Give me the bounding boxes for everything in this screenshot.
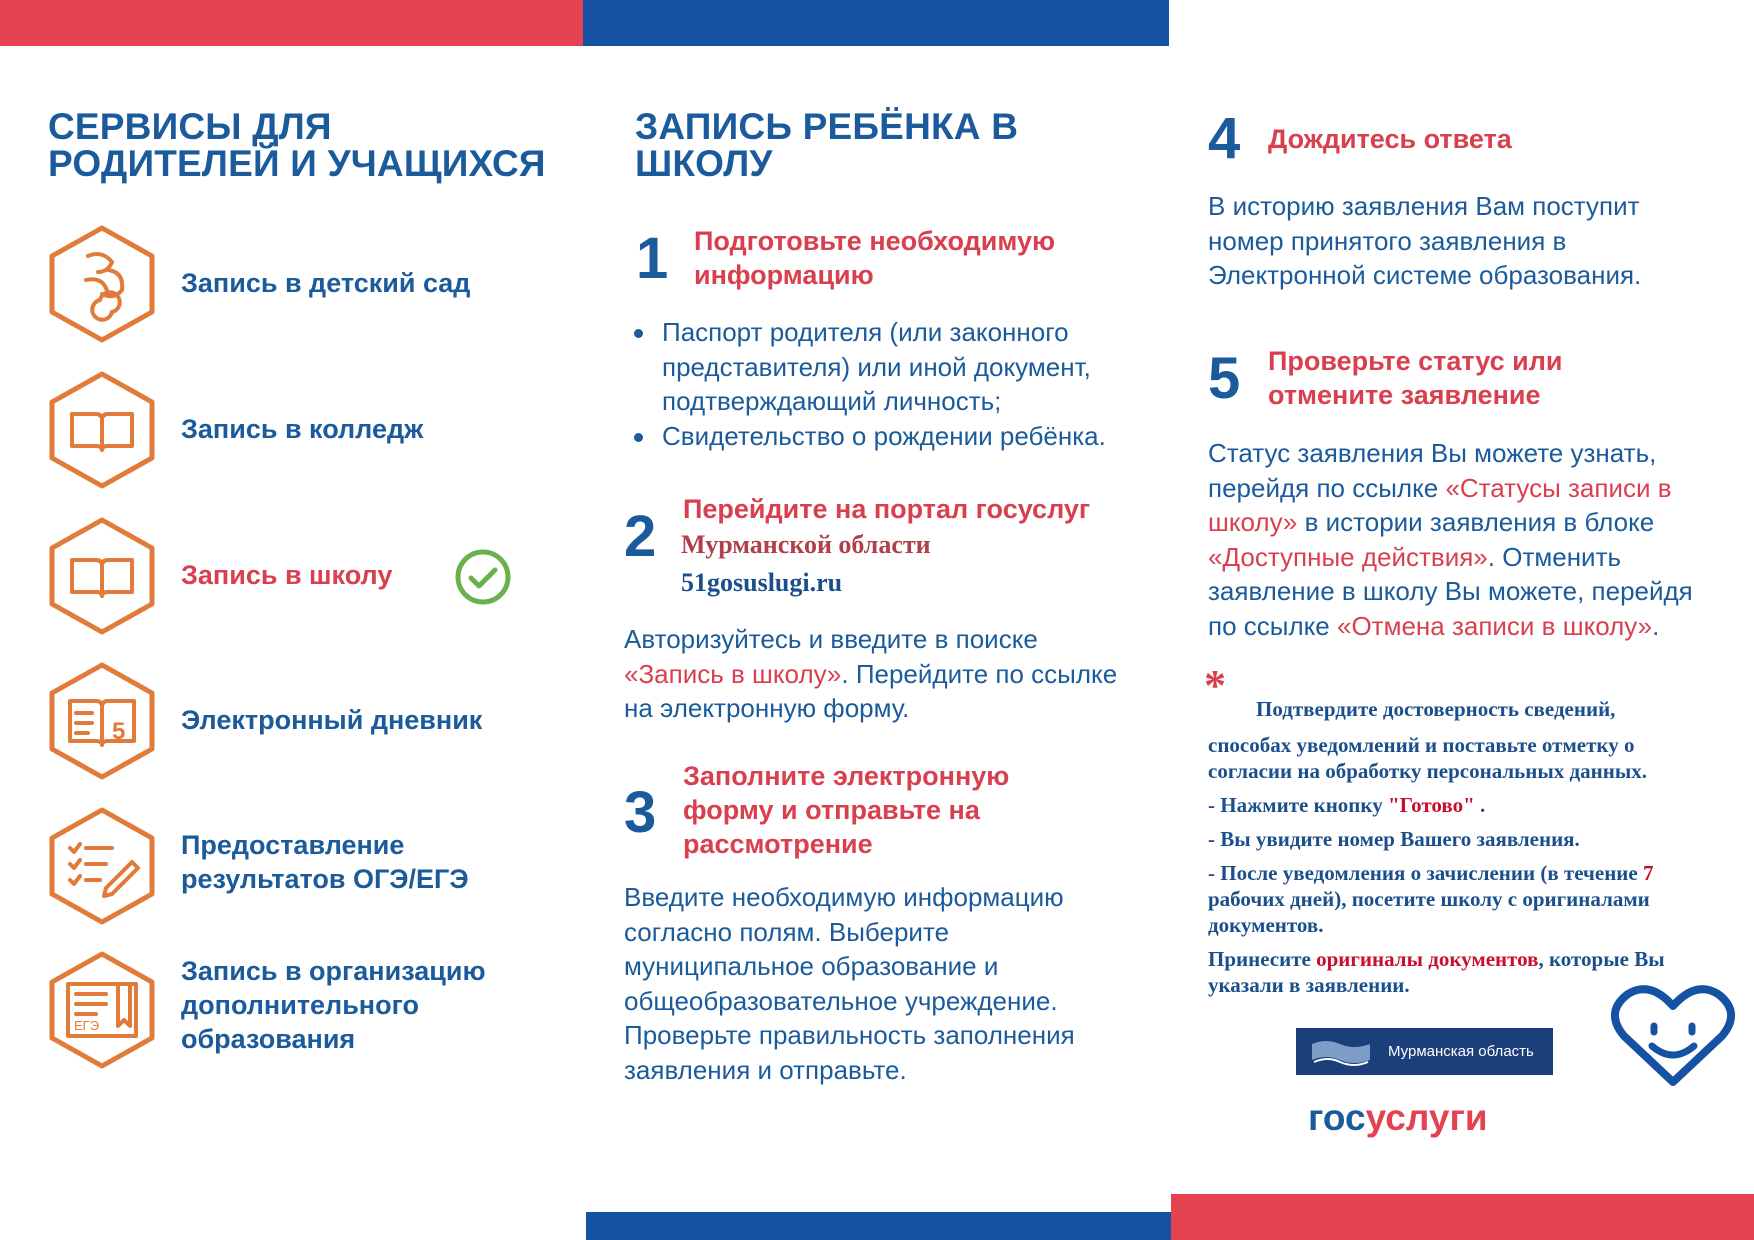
step-2-text: Авторизуйтесь и введите в поиске «Запись в школу». Перейдите по ссылке на электронную форму. — [624, 624, 1118, 723]
service-e-diary[interactable] — [46, 661, 566, 781]
service-label: Запись в детский сад — [181, 268, 471, 298]
service-college[interactable] — [46, 370, 566, 490]
step-2-number: 2 — [624, 504, 657, 569]
cert-text: ЕГЭ — [74, 1018, 100, 1033]
status-link-end[interactable]: школу» — [1208, 507, 1298, 537]
note-line: - Нажмите кнопку "Готово" . — [1208, 793, 1486, 817]
service-extra-education[interactable] — [46, 950, 566, 1070]
top-red-bar — [0, 0, 583, 46]
diary-icon — [46, 661, 158, 781]
service-label: Предоставление результатов ОГЭ/ЕГЭ — [181, 830, 469, 894]
enroll-title: ЗАПИСЬ РЕБЁНКА В ШКОЛУ — [635, 106, 1019, 184]
note-line: - Вы увидите номер Вашего заявления. — [1208, 827, 1580, 851]
service-label: Запись в организацию дополнительного образования — [181, 956, 486, 1054]
step-1-list — [632, 315, 1132, 453]
bottom-blue-bar — [586, 1212, 1171, 1240]
smiling-heart-icon — [1610, 984, 1736, 1090]
service-school[interactable] — [46, 516, 566, 636]
book-icon — [46, 370, 158, 490]
book-icon — [46, 516, 158, 636]
cancel-link[interactable]: «Отмена записи в школу» — [1336, 610, 1653, 641]
status-link[interactable]: «Статусы записи в — [1445, 472, 1672, 503]
step-4-title: Дождитесь ответа — [1268, 124, 1512, 154]
service-label: Запись в колледж — [181, 414, 424, 444]
service-kindergarten[interactable] — [46, 224, 566, 344]
service-exam-results[interactable] — [46, 806, 566, 926]
note-line: - После уведомления о зачислении (в течение 7 рабочих дней), посетите школу с оригиналами документов. — [1208, 861, 1654, 937]
step-3-text: Введите необходимую информацию согласно полям. Выберите муниципальное образование и общеобразовательное учреждение. Проверьте правильность заполнения заявления и отправьте. — [624, 882, 1075, 1085]
available-actions-link[interactable]: «Доступные действия» — [1208, 541, 1488, 572]
region-label: Мурманская область — [1388, 1043, 1534, 1060]
portal-link[interactable]: 51gosuslugi.ru — [681, 568, 843, 597]
search-query-link[interactable]: «Запись в школу» — [624, 658, 842, 689]
step-4-text: В историю заявления Вам поступит номер принятого заявления в Электронной системе образования. — [1208, 191, 1642, 290]
diary-grade: 5 — [112, 718, 126, 745]
step-1-title: Подготовьте необходимую информацию — [694, 226, 1056, 290]
pacifier-icon — [46, 224, 158, 344]
step-3-number: 3 — [624, 780, 657, 845]
step-2-title: Перейдите на портал госуслуг — [683, 494, 1091, 524]
step-5-text: Статус заявления Вы можете узнать, перейдя по ссылке «Статусы записи в школу» в истории заявления в блоке «Доступные действия». Отменить заявление в школу Вы можете, перейдя по ссылке «Отмена записи в школу». — [1208, 438, 1693, 641]
service-label: Запись в школу — [181, 560, 393, 590]
note-line: Подтвердите достоверность сведений, — [1256, 697, 1616, 721]
region-emblem-icon — [1310, 1036, 1372, 1068]
note-line: Принесите оригиналы документов, которые Вы указали в заявлении. — [1208, 947, 1665, 997]
step-3-title: Заполните электронную форму и отправьте на рассмотрение — [683, 761, 1010, 859]
certificate-icon — [46, 950, 158, 1070]
service-label: Электронный дневник — [181, 705, 483, 735]
list-item: Паспорт родителя (или законного представителя) или иной документ, подтверждающий личность; — [632, 315, 1132, 419]
asterisk-mark: * — [1204, 661, 1226, 710]
checklist-icon — [46, 806, 158, 926]
step-1-number: 1 — [636, 226, 669, 291]
services-title: СЕРВИСЫ ДЛЯ РОДИТЕЛЕЙ И УЧАЩИХСЯ — [48, 106, 546, 184]
step-5-title: Проверьте статус или отмените заявление — [1268, 346, 1563, 410]
check-circle-icon — [454, 548, 512, 606]
list-item: Свидетельство о рождении ребёнка. — [632, 419, 1132, 454]
step-5-number: 5 — [1208, 346, 1241, 411]
bottom-red-bar — [1171, 1194, 1754, 1240]
region-badge — [1296, 1028, 1553, 1075]
note-line: способах уведомлений и поставьте отметку о согласии на обработку персональных данных. — [1208, 733, 1647, 783]
step-4-number: 4 — [1208, 106, 1241, 171]
gosuslugi-logo: госуслуги — [1308, 1097, 1488, 1138]
top-blue-bar — [583, 0, 1169, 46]
step-2-region: Мурманской области — [681, 530, 931, 559]
